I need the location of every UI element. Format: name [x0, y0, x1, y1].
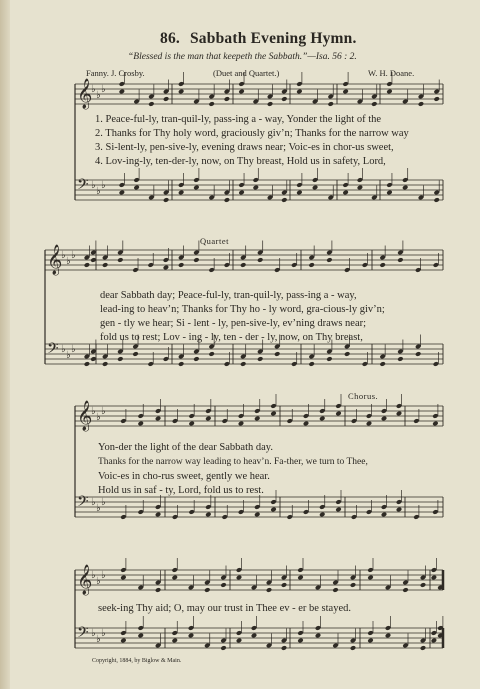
- flat-icon: ♭: [61, 344, 66, 355]
- notehead: [281, 197, 287, 203]
- flat-icon: ♭: [101, 497, 106, 508]
- copyright-notice: Copyright, 1884, by Biglow & Main.: [92, 658, 182, 664]
- notehead: [208, 351, 214, 357]
- notehead: [205, 416, 211, 422]
- lyric-line: seek-ing Thy aid; O, may our trust in Thee ev - er be stayed.: [98, 603, 351, 614]
- notehead: [155, 587, 161, 593]
- notehead: [254, 416, 260, 422]
- notehead: [236, 575, 242, 581]
- notehead: [224, 197, 230, 203]
- flat-icon: ♭: [66, 256, 71, 267]
- lyric-line: Yon-der the light of the dear Sabbath day.: [98, 442, 273, 453]
- flat-icon: ♭: [101, 180, 106, 191]
- hymn-number: 86.: [160, 30, 180, 47]
- notehead: [420, 582, 426, 588]
- treble-clef-icon: 𝄞: [77, 565, 93, 595]
- flat-icon: ♭: [71, 250, 76, 261]
- notehead: [155, 416, 161, 422]
- scripture-reference: “Blessed is the man that keepeth the Sabbath.”—Isa. 56 : 2.: [128, 52, 357, 62]
- flat-icon: ♭: [91, 628, 96, 639]
- flat-icon: ♭: [96, 90, 101, 101]
- notehead: [350, 645, 356, 651]
- notehead: [342, 89, 348, 95]
- flat-icon: ♭: [96, 412, 101, 423]
- notehead: [84, 361, 90, 367]
- notehead: [224, 96, 230, 102]
- notehead: [188, 421, 194, 427]
- bass-clef-icon: 𝄢: [77, 176, 89, 197]
- treble-clef-icon: 𝄞: [77, 79, 93, 109]
- notehead: [240, 361, 246, 367]
- notehead: [396, 411, 402, 417]
- flat-icon: ♭: [101, 628, 106, 639]
- notehead: [367, 575, 373, 581]
- notehead: [172, 575, 178, 581]
- notehead: [254, 512, 260, 518]
- flat-icon: ♭: [96, 634, 101, 645]
- notehead: [433, 197, 439, 203]
- section-label-chorus: Chorus.: [348, 391, 379, 401]
- treble-clef-icon: 𝄞: [77, 401, 93, 431]
- notehead: [296, 89, 302, 95]
- notehead: [281, 96, 287, 102]
- notehead: [236, 638, 242, 644]
- notehead: [402, 185, 408, 191]
- treble-clef-icon: 𝄞: [47, 245, 63, 275]
- notehead: [270, 507, 276, 513]
- notehead: [163, 197, 169, 203]
- notehead: [240, 262, 246, 268]
- notehead: [238, 190, 244, 196]
- flat-icon: ♭: [91, 84, 96, 95]
- notehead: [385, 633, 391, 639]
- notehead: [120, 575, 126, 581]
- notehead: [132, 351, 138, 357]
- notehead: [117, 356, 123, 362]
- notehead: [138, 421, 144, 427]
- notehead: [274, 351, 280, 357]
- lyric-line: 2. Thanks for Thy holy word, graciously giv’n; Thanks for the narrow way: [95, 128, 409, 139]
- flat-icon: ♭: [61, 250, 66, 261]
- notehead: [178, 361, 184, 367]
- notehead: [332, 587, 338, 593]
- notehead: [431, 638, 437, 644]
- notehead: [415, 351, 421, 357]
- notehead: [366, 421, 372, 427]
- notehead: [133, 185, 139, 191]
- notehead: [418, 101, 424, 107]
- notehead: [281, 645, 287, 651]
- flat-icon: ♭: [91, 406, 96, 417]
- notehead: [432, 421, 438, 427]
- flat-icon: ♭: [101, 406, 106, 417]
- notehead: [297, 638, 303, 644]
- notehead: [178, 89, 184, 95]
- notehead: [367, 638, 373, 644]
- lyric-line: 4. Lov-ing-ly, ten-der-ly, now, on Thy breast, Hold us in safety, Lord,: [95, 156, 386, 167]
- notehead: [193, 356, 199, 362]
- notehead: [266, 587, 272, 593]
- flat-icon: ♭: [91, 180, 96, 191]
- notehead: [204, 587, 210, 593]
- flat-icon: ♭: [91, 570, 96, 581]
- notehead: [342, 190, 348, 196]
- notehead: [257, 257, 263, 263]
- notehead: [433, 96, 439, 102]
- flat-icon: ♭: [101, 84, 106, 95]
- notehead: [381, 512, 387, 518]
- notehead: [386, 190, 392, 196]
- notehead: [381, 416, 387, 422]
- notehead: [319, 416, 325, 422]
- notehead: [297, 575, 303, 581]
- notehead: [117, 257, 123, 263]
- notehead: [335, 507, 341, 513]
- flat-icon: ♭: [101, 570, 106, 581]
- bass-clef-icon: 𝄢: [47, 340, 59, 361]
- notehead: [193, 185, 199, 191]
- notehead: [326, 356, 332, 362]
- flat-icon: ♭: [96, 186, 101, 197]
- lyric-line: fold us to rest; Lov - ing - ly, ten - der - ly, now, on Thy breast,: [100, 332, 363, 343]
- flat-icon: ♭: [96, 576, 101, 587]
- notehead: [208, 101, 214, 107]
- lyricist-credit: Fanny. J. Crosby.: [86, 68, 145, 78]
- hymn-name: Sabbath Evening Hymn.: [189, 30, 357, 47]
- notehead: [319, 512, 325, 518]
- notehead: [396, 507, 402, 513]
- lyric-line: Thanks for the narrow way leading to heav’n. Fa-ther, we turn to Thee,: [98, 457, 368, 467]
- notehead: [431, 575, 437, 581]
- notehead: [312, 185, 318, 191]
- notehead: [371, 101, 377, 107]
- notehead: [163, 96, 169, 102]
- bass-clef-icon: 𝄢: [77, 624, 89, 645]
- notehead: [148, 101, 154, 107]
- notehead: [308, 361, 314, 367]
- composer-credit: W. H. Doane.: [368, 68, 415, 78]
- notehead: [251, 633, 257, 639]
- notehead: [402, 587, 408, 593]
- flat-icon: ♭: [91, 497, 96, 508]
- notehead: [188, 633, 194, 639]
- notehead: [102, 262, 108, 268]
- notehead: [296, 190, 302, 196]
- notehead: [397, 257, 403, 263]
- notehead: [205, 512, 211, 518]
- notehead: [253, 185, 259, 191]
- notehead: [178, 262, 184, 268]
- flat-icon: ♭: [96, 503, 101, 514]
- notehead: [119, 190, 125, 196]
- section-label-quartet: Quartet: [200, 236, 229, 246]
- notehead: [138, 633, 144, 639]
- lyric-line: 1. Peace-ful-ly, tran-quil-ly, pass-ing a - way, Yonder the light of the: [95, 114, 382, 125]
- lyric-line: dear Sabbath day; Peace-ful-ly, tran-quil-ly, pass-ing a - way,: [100, 290, 357, 301]
- notehead: [220, 645, 226, 651]
- notehead: [163, 265, 169, 271]
- notehead: [308, 262, 314, 268]
- arrangement-note: (Duet and Quartet.): [213, 68, 280, 78]
- notehead: [120, 638, 126, 644]
- flat-icon: ♭: [66, 350, 71, 361]
- notehead: [379, 262, 385, 268]
- notehead: [315, 633, 321, 639]
- notehead: [326, 257, 332, 263]
- notehead: [257, 356, 263, 362]
- notehead: [220, 582, 226, 588]
- notehead: [420, 645, 426, 651]
- flat-icon: ♭: [71, 344, 76, 355]
- notehead: [119, 89, 125, 95]
- notehead: [328, 101, 334, 107]
- notehead: [102, 361, 108, 367]
- notehead: [267, 101, 273, 107]
- notehead: [155, 512, 161, 518]
- notehead: [379, 361, 385, 367]
- notehead: [350, 582, 356, 588]
- notehead: [178, 190, 184, 196]
- notehead: [397, 356, 403, 362]
- notehead: [281, 582, 287, 588]
- notehead: [84, 262, 90, 268]
- lyric-line: gen - tly we hear; Si - lent - ly, pen-sive-ly, ev’ning draws near;: [100, 318, 367, 329]
- notehead: [357, 185, 363, 191]
- notehead: [335, 411, 341, 417]
- lyric-line: lead-ing to heav’n; Thanks for Thy ho - ly word, gra-cious-ly giv’n;: [100, 304, 385, 315]
- lyric-line: 3. Si-lent-ly, pen-sive-ly, evening draws near; Voic-es in chor-us sweet,: [95, 142, 394, 153]
- notehead: [238, 89, 244, 95]
- notehead: [270, 411, 276, 417]
- notehead: [172, 638, 178, 644]
- bass-clef-icon: 𝄢: [77, 493, 89, 514]
- notehead: [238, 421, 244, 427]
- notehead: [303, 421, 309, 427]
- lyric-line: Hold us in saf - ty, Lord, fold us to rest.: [98, 485, 264, 496]
- lyric-line: Voic-es in cho-rus sweet, gently we hear.: [98, 471, 270, 482]
- notehead: [386, 89, 392, 95]
- notehead: [344, 351, 350, 357]
- notehead: [193, 257, 199, 263]
